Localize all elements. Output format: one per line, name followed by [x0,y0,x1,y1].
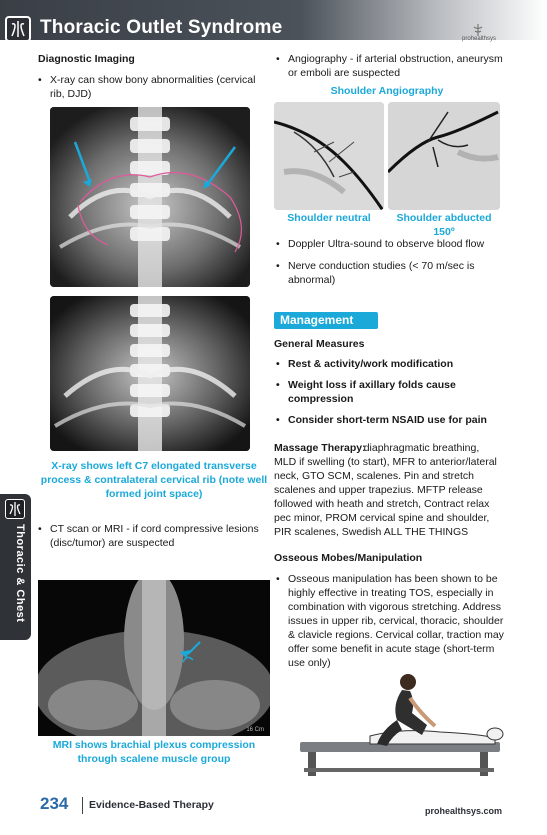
thoracic-icon [5,16,31,42]
mri-scale-label: 16 Cm [246,727,264,733]
massage-illustration [290,668,515,778]
footer-divider [82,797,83,814]
massage-therapy-paragraph [274,441,504,539]
mri-image [38,580,270,736]
ct-mri-bullet: • CT scan or MRI - if cord compressive lesions (disc/tumor) are suspected [50,522,265,550]
xray-bullet: • X-ray can show bony abnormalities (cervical rib, DJD) [50,73,260,101]
xray-caption: X-ray shows left C7 elongated transverse process & contralateral cervical rib (note well formed joint space) [40,460,268,500]
xray-plain-image [50,296,250,451]
side-tab-label: Thoracic & Chest [14,524,26,623]
general-measure-item: • Rest & activity/work modification [288,357,508,371]
general-measures-heading: General Measures [274,338,365,350]
book-title: Evidence-Based Therapy [89,799,214,811]
brand-logo-text: prohealthsys [462,36,497,42]
osseous-heading: Osseous Mobes/Manipulation [274,552,423,564]
general-measure-item: • Consider short-term NSAID use for pain [288,413,508,427]
page-title: Thoracic Outlet Syndrome [40,17,283,38]
page-number: 234 [40,794,69,813]
angiogram-abducted-image [388,102,500,210]
management-pill: Management [274,312,378,329]
xray-annotated-image [50,107,250,287]
footer-url: prohealthsys.com [425,806,503,816]
massage-therapy-label: Massage Therapy: [274,442,366,454]
angio-abducted-label: Shoulder abducted 150º [396,212,492,238]
angio-neutral-label: Shoulder neutral [287,212,371,224]
angiogram-neutral-image [274,102,384,210]
diagnostic-imaging-heading: Diagnostic Imaging [38,53,135,65]
mri-caption: MRI shows brachial plexus compression through scalene muscle group [52,739,256,765]
doppler-bullet: • Doppler Ultra-sound to observe blood flow [288,237,508,251]
massage-therapy-text: diaphragmatic breathing, MLD if swelling (to start), MFR to anterior/lateral neck, GTO SCM, scalenes. Pin and stretch scalenes and upper trapezius. MFTP release followed with heath and stretch, Contract relax pec minor, PROM cervical spine and shoulder, PIR scalenes, Swedish ALL THE THINGS [274,442,497,538]
ribcage-icon [5,499,25,519]
angiography-title: Shoulder Angiography [330,85,444,97]
osseous-bullet: • Osseous manipulation has been shown to be highly effective in treating TOS, especially in combination with vigorous stretching. Address issues in upper rib, cervical, thoracic, shoulder & clavicle regions. Cervical collar, traction may offer some benefit in acute stage (short-term use only) [288,572,508,670]
nerve-conduction-bullet: • Nerve conduction studies (< 70 m/sec is abnormal) [288,259,508,287]
chapter-side-tab [0,494,31,640]
general-measure-item: • Weight loss if axillary folds cause compression [288,378,488,406]
angiography-bullet: • Angiography - if arterial obstruction, aneurysm or emboli are suspected [288,52,508,80]
